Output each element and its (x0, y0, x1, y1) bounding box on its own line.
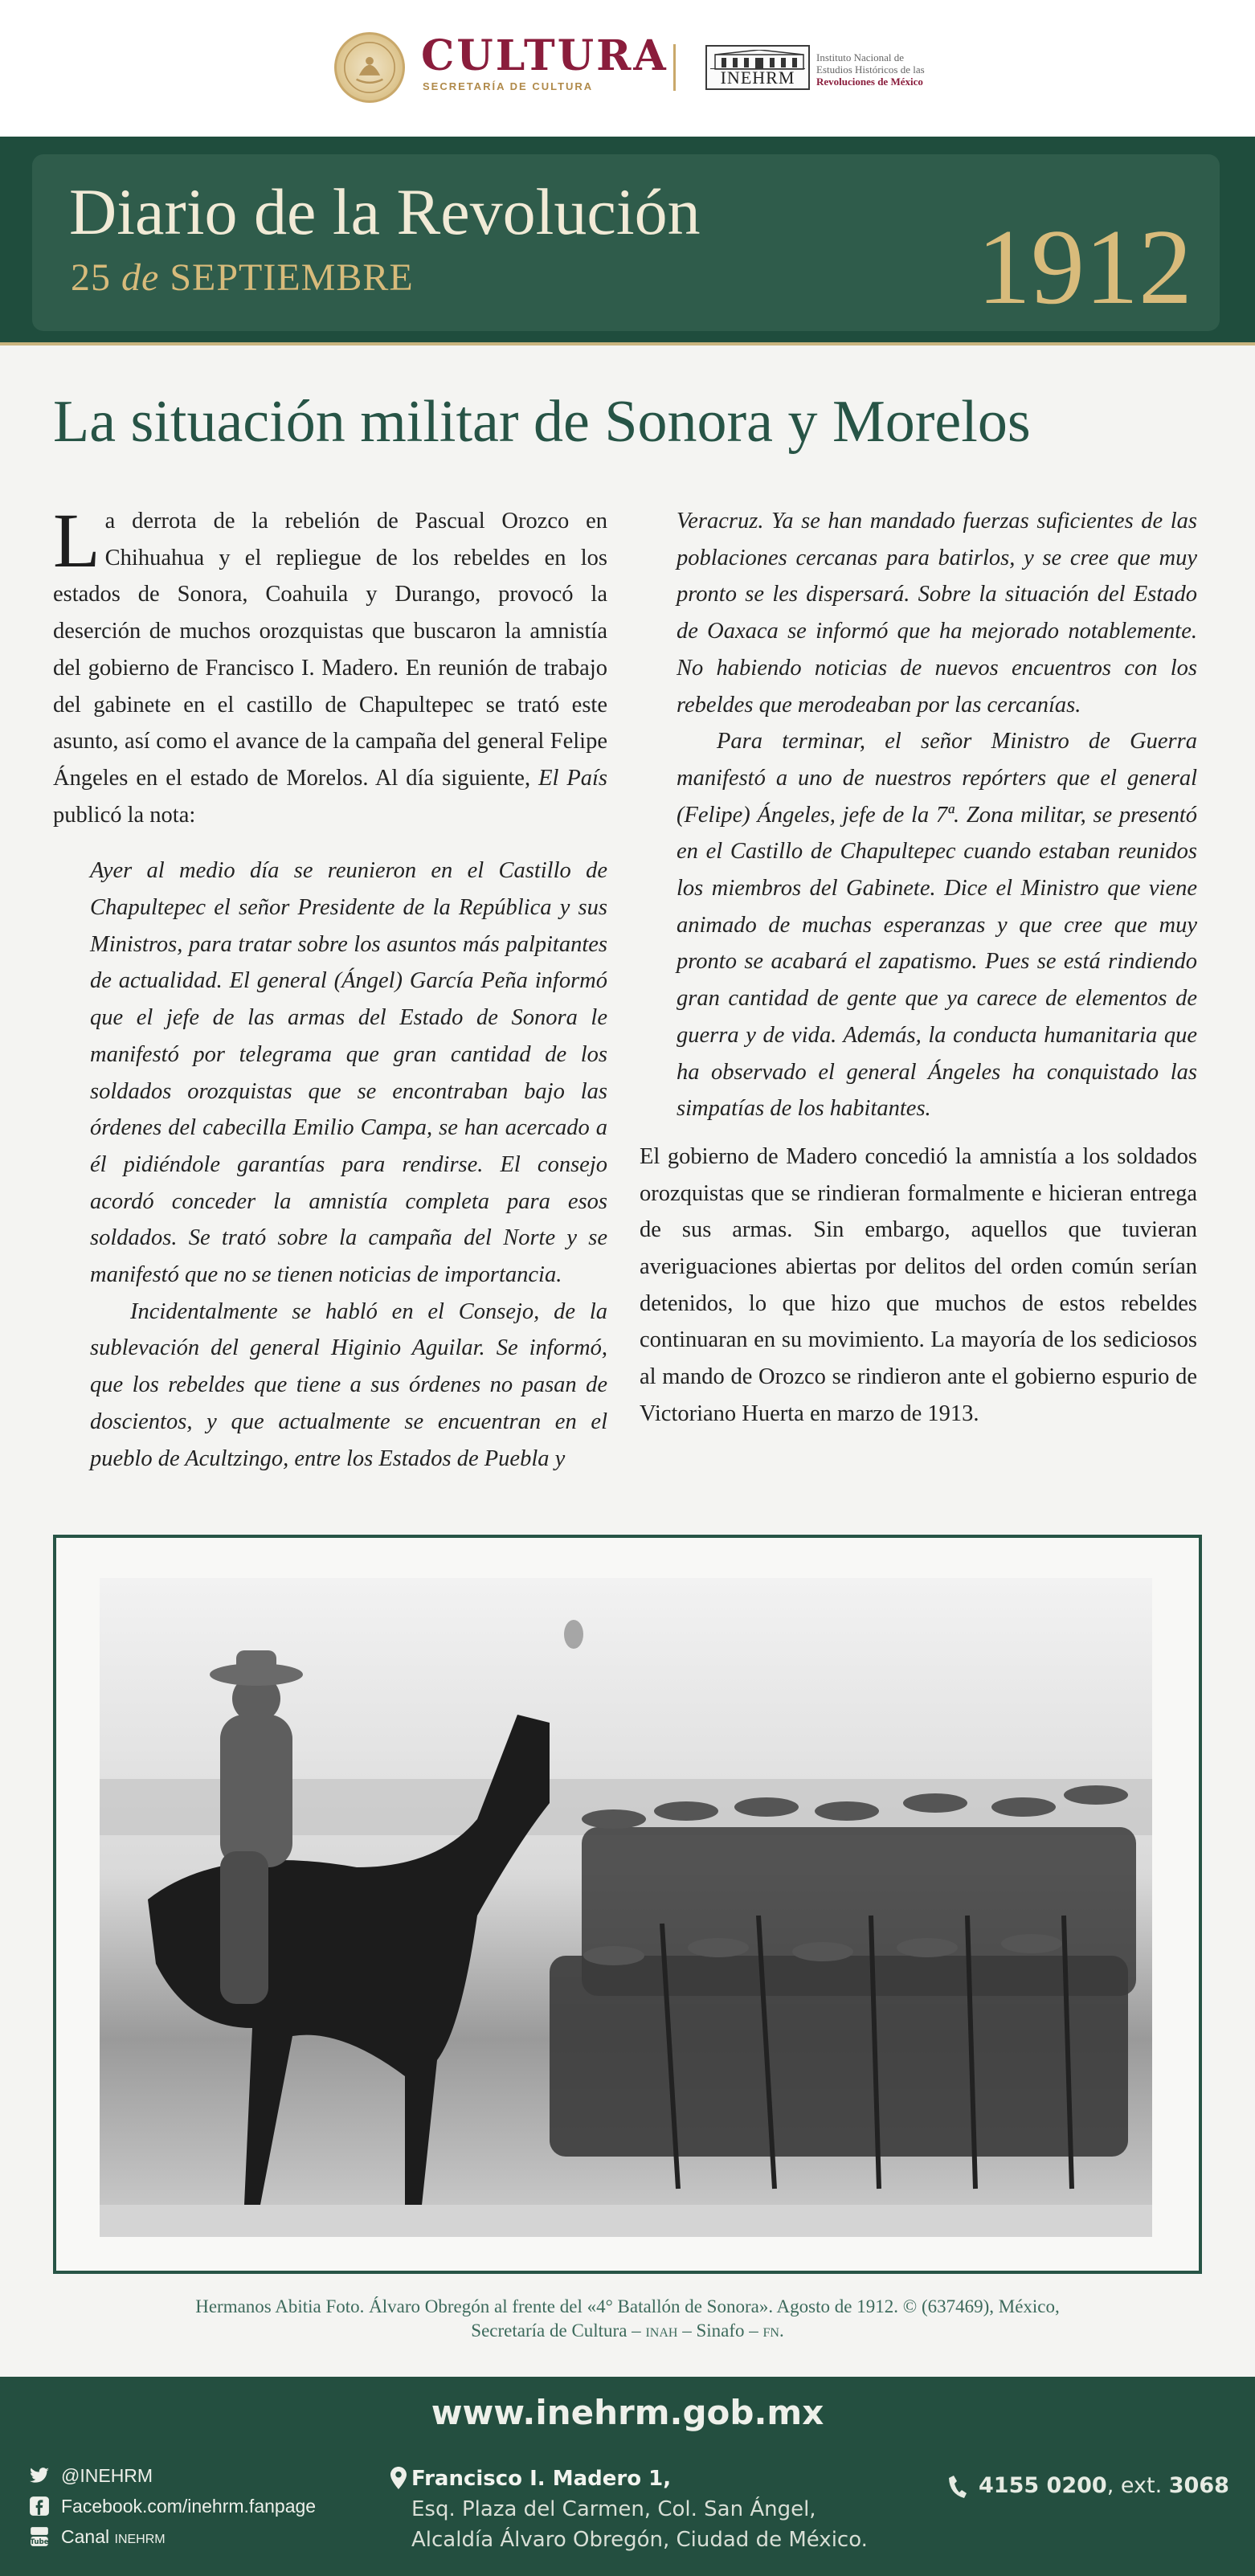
youtube-channel: inehrm (114, 2525, 166, 2547)
newspaper-name: El País (538, 765, 608, 791)
intro-text-end: publicó la nota: (53, 802, 196, 828)
facebook-url: Facebook.com/inehrm.fanpage (61, 2495, 317, 2517)
article-column-left (53, 497, 608, 1477)
caption-fn: fn. (762, 2320, 784, 2341)
social-links (29, 2460, 316, 2552)
quote-paragraph-2-start: Incidentalmente se habló en el Consejo, de la sublevación del general Higinio Aguilar. Se informó, que los rebeldes que tiene a sus órdenes no pasan de doscientos, y que actualmente se encuentran en el pueblo de Acultzingo, entre los Estados de Puebla y (90, 1298, 607, 1471)
cultura-logo-text: CULTURA (421, 31, 668, 80)
facebook-link[interactable] (29, 2491, 316, 2521)
photo-frame (53, 1535, 1202, 2274)
address-block (411, 2464, 868, 2555)
caption-sinafo: – Sinafo – (682, 2320, 758, 2341)
quote-paragraph-3: Para terminar, el señor Ministro de Guerra manifestó a uno de nuestros repórters que el general (Felipe) Ángeles, jefe de la 7ª. Zona militar, se presentó en el Castillo de Chapultepec cuando estaban reunidos los miembros del Gabinete. Dice el Ministro que viene animado de muchas esperanzas y que cree que muy pronto se acabará el zapatismo. Pues se está rindiendo gran cantidad de gente que ya carece de elementos de guerra y de vida. Además, la conducta humanitaria que ha observado el general Ángeles ha conquistado las simpatías de los habitantes. (677, 729, 1197, 1122)
intro-paragraph (53, 497, 608, 833)
address-line-1 (411, 2464, 868, 2494)
address-comma: , (663, 2467, 672, 2491)
caption-line-2 (0, 2319, 1255, 2343)
caption-line-1: Hermanos Abitia Foto. Álvaro Obregón al frente del «4° Batallón de Sonora». Agosto de 1912. © (637469), México, (195, 2296, 1060, 2316)
phone-extension: 3068 (1168, 2473, 1229, 2498)
svg-text:Tube: Tube (30, 2538, 49, 2547)
inehrm-line-2: Estudios Históricos de las (816, 63, 925, 76)
banner-date (71, 256, 414, 300)
youtube-prefix: Canal (61, 2525, 110, 2547)
article-headline: La situación militar de Sonora y Morelos (53, 389, 1031, 455)
address-line-3: Alcaldía Álvaro Obregón, Ciudad de México. (411, 2528, 868, 2552)
date-day: 25 (71, 256, 111, 299)
banner-year: 1912 (977, 207, 1192, 326)
inehrm-logo-text: INEHRM (710, 68, 805, 87)
logo-bar (0, 0, 1255, 137)
drop-cap: L (53, 497, 100, 583)
twitter-handle: @INEHRM (61, 2464, 153, 2486)
cultura-subtitle: SECRETARÍA DE CULTURA (423, 80, 594, 92)
twitter-icon (29, 2465, 50, 2486)
phone-icon (948, 2475, 967, 2499)
twitter-link[interactable] (29, 2460, 316, 2491)
address-street: Francisco I. Madero 1 (411, 2467, 664, 2491)
facebook-icon (29, 2496, 50, 2517)
inehrm-line-3: Revoluciones de México (816, 76, 923, 88)
photo-caption (0, 2295, 1255, 2343)
intro-text: a derrota de la rebelión de Pascual Orozco en Chihuahua y el repliegue de los rebeldes en los estados de Sonora, Coahuila y Durango, provocó la deserción de muchos orozquistas que buscaron la amnistía del gobierno de Francisco I. Madero. En reunión de trabajo del gabinete en el castillo de Chapultepec se trató este asunto, así como el avance de la campaña del general Felipe Ángeles en el estado de Morelos. Al día siguiente, (53, 509, 607, 791)
address-line-2: Esq. Plaza del Carmen, Col. San Ángel, (411, 2497, 816, 2521)
footer (0, 2377, 1255, 2576)
date-de: de (121, 256, 160, 299)
website-link[interactable]: www.inehrm.gob.mx (431, 2393, 824, 2432)
location-pin-icon (390, 2467, 407, 2489)
logo-divider (673, 44, 676, 91)
article-column-right (640, 503, 1197, 1433)
inehrm-line-1: Instituto Nacional de (816, 51, 905, 63)
quote-paragraph-1: Ayer al medio día se reunieron en el Castillo de Chapultepec el señor Presidente de la República y sus Ministros, para tratar sobre los asuntos más palpitantes de actualidad. El general (Ángel) García Peña informó que el jefe de las armas del Estado de Sonora le manifestó por telegrama que gran cantidad de los soldados orozquistas que se encontraban bajo las órdenes del cabecilla Emilio Campa, se han acercado a él pidiéndole garantías para rendirse. El consejo acordó conceder la amnistía completa para esos soldados. Se trató sobre la campaña del Norte y se manifestó que no se tienen noticias de importancia. (90, 858, 607, 1288)
phone-number[interactable]: 4155 0200 (979, 2473, 1107, 2498)
youtube-link[interactable] (29, 2521, 316, 2552)
date-month: SEPTIEMBRE (170, 256, 414, 299)
horseman-and-soldiers-photo-icon (100, 1578, 1152, 2237)
caption-secretaria: Secretaría de Cultura – (471, 2320, 641, 2341)
banner-gold-rule (0, 342, 1255, 346)
closing-paragraph: El gobierno de Madero concedió la amnistía a los soldados orozquistas que se rindieran formalmente e hicieran entrega de sus armas. Sin embargo, aquellos que tuvieran averiguaciones abiertas por delitos del orden común serían detenidos, lo que hizo que muchos de estos rebeldes continuaran en su movimiento. La mayoría de los sediciosos al mando de Orozco se rindieron ante el gobierno espurio de Victoriano Huerta en marzo de 1913. (640, 1143, 1197, 1426)
youtube-icon (29, 2526, 50, 2547)
phone-ext-label: , ext. (1106, 2473, 1163, 2498)
inehrm-logo (705, 45, 810, 90)
title-banner (0, 137, 1255, 346)
inehrm-full-name (816, 51, 925, 88)
banner-plate (32, 154, 1220, 331)
quote-paragraph-2-end: Veracruz. Ya se han mandado fuerzas suficientes de las poblaciones cercanas para batirlos, y se cree que muy pronto se les dispersará. Sobre la situación del Estado de Oaxaca se informó que ha mejorado notablemente. No habiendo noticias de nuevos encuentros con los rebeldes que merodeaban por las cercanías. (677, 509, 1197, 718)
phone-block (948, 2473, 1229, 2499)
mexico-seal-icon (334, 32, 405, 103)
banner-title: Diario de la Revolución (69, 175, 701, 248)
historic-photo (100, 1578, 1152, 2237)
caption-inah: inah (645, 2320, 678, 2341)
